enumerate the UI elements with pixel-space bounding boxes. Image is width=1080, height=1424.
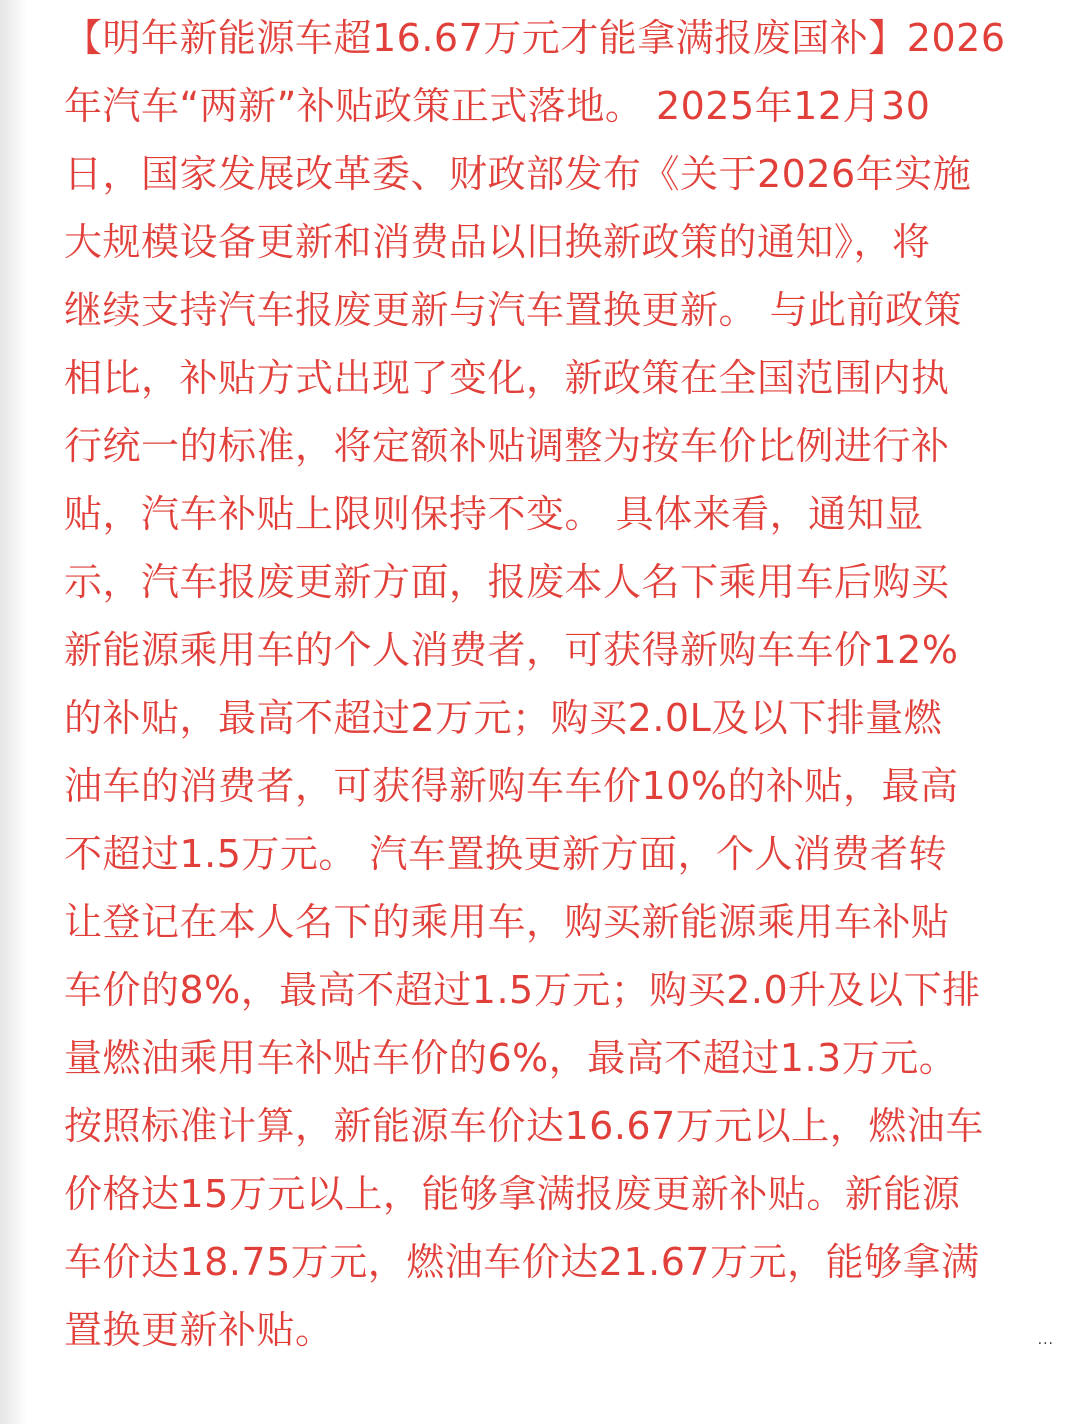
article-line-1: 【明年新能源车超16.67万元才能拿满报废国补】2026 bbox=[64, 16, 1006, 60]
article-line-2: 年汽车“两新”补贴政策正式落地。 2025年12月30 bbox=[64, 84, 931, 128]
article-line-5: 继续支持汽车报废更新与汽车置换更新。 与此前政策 bbox=[64, 288, 963, 332]
article-line-15: 车价的8%，最高不超过1.5万元；购买2.0升及以下排 bbox=[64, 968, 981, 1012]
article-line-9: 示，汽车报废更新方面，报废本人名下乘用车后购买 bbox=[64, 560, 950, 604]
article-line-14: 让登记在本人名下的乘用车，购买新能源乘用车补贴 bbox=[64, 900, 950, 944]
article-line-17: 按照标准计算，新能源车价达16.67万元以上，燃油车 bbox=[64, 1104, 984, 1148]
article-line-7: 行统一的标准，将定额补贴调整为按车价比例进行补 bbox=[64, 424, 950, 468]
article-line-16: 量燃油乘用车补贴车价的6%，最高不超过1.3万元。 bbox=[64, 1036, 958, 1080]
article-line-6: 相比，补贴方式出现了变化，新政策在全国范围内执 bbox=[64, 356, 950, 400]
article-line-13: 不超过1.5万元。 汽车置换更新方面，个人消费者转 bbox=[64, 832, 948, 876]
article-line-4: 大规模设备更新和消费品以旧换新政策的通知》，将 bbox=[64, 220, 931, 264]
article-line-18: 价格达15万元以上，能够拿满报废更新补贴。新能源 bbox=[64, 1172, 961, 1216]
article-line-8: 贴，汽车补贴上限则保持不变。 具体来看，通知显 bbox=[64, 492, 924, 536]
corner-mark: ... bbox=[1037, 1332, 1054, 1348]
article-line-10: 新能源乘用车的个人消费者，可获得新购车车价12% bbox=[64, 628, 959, 672]
article-line-20: 置换更新补贴。 bbox=[64, 1308, 334, 1352]
left-edge-shadow bbox=[0, 0, 28, 1424]
article-line-19: 车价达18.75万元，燃油车价达21.67万元，能够拿满 bbox=[64, 1240, 980, 1284]
article-line-11: 的补贴，最高不超过2万元；购买2.0L及以下排量燃 bbox=[64, 696, 943, 740]
article-body bbox=[64, 0, 1049, 1364]
article-line-3: 日，国家发展改革委、财政部发布《关于2026年实施 bbox=[64, 152, 972, 196]
article-line-12: 油车的消费者，可获得新购车车价10%的补贴，最高 bbox=[64, 764, 959, 808]
